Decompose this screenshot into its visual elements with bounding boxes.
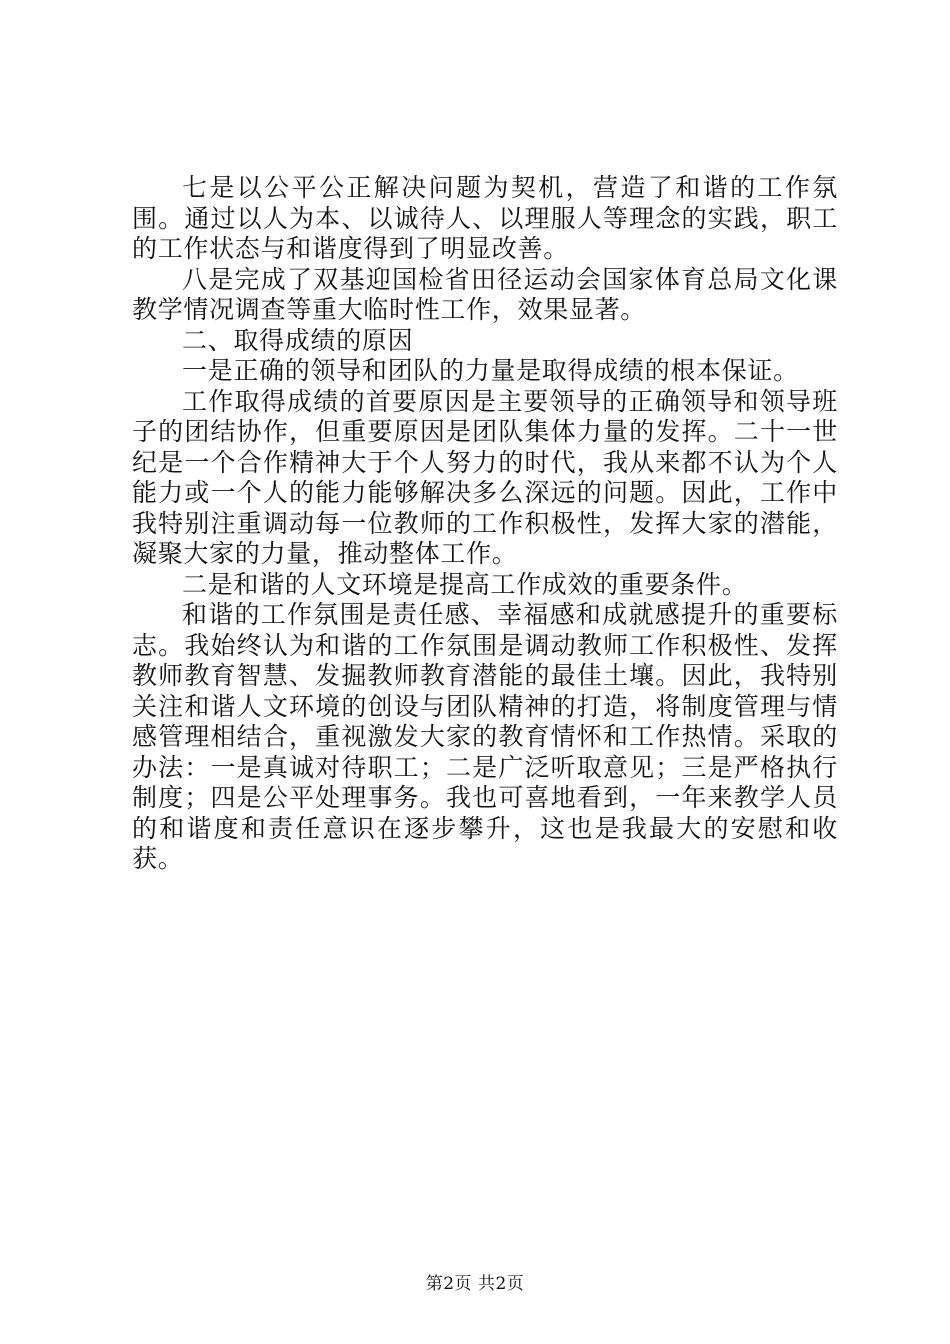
paragraph-item-eight: 八是完成了双基迎国检省田径运动会国家体育总局文化课教学情况调查等重大临时性工作，效果显著。 bbox=[132, 264, 838, 324]
reason-two-heading: 二是和谐的人文环境是提高工作成效的重要条件。 bbox=[182, 569, 748, 599]
reason-two-body: 和谐的工作氛围是责任感、幸福感和成就感提升的重要标志。我始终认为和谐的工作氛围是调动教师工作积极性、发挥教师教育智慧、发掘教师教育潜能的最佳土壤。因此，我特别关注和谐人文环境的创设与团队精神的打造，将制度管理与情感管理相结合，重视激发大家的教育情怀和工作热情。采取的办法：一是真诚对待职工；二是广泛听取意见；三是严格执行制度；四是公平处理事务。我也可喜地看到，一年来教学人员的和谐度和责任意识在逐步攀升，这也是我最大的安慰和收获。 bbox=[132, 600, 838, 873]
reason-one-heading: 一是正确的领导和团队的力量是取得成绩的根本保证。 bbox=[182, 356, 799, 385]
document-body bbox=[132, 173, 838, 875]
section-heading: 二、取得成绩的原因 bbox=[182, 325, 414, 355]
paragraph-item-seven: 七是以公平公正解决问题为契机，营造了和谐的工作氛围。通过以人为本、以诚待人、以理服人等理念的实践，职工的工作状态与和谐度得到了明显改善。 bbox=[132, 173, 838, 263]
page-footer: 第2页 共2页 bbox=[425, 1274, 525, 1294]
reason-one-body: 工作取得成绩的首要原因是主要领导的正确领导和领导班子的团结协作，但重要原因是团队集体力量的发挥。二十一世纪是一个合作精神大于个人努力的时代，我从来都不认为个人能力或一个人的能力能够解决多么深远的问题。因此，工作中我特别注重调动每一位教师的工作积极性，发挥大家的潜能，凝聚大家的力量，推动整体工作。 bbox=[132, 386, 838, 568]
